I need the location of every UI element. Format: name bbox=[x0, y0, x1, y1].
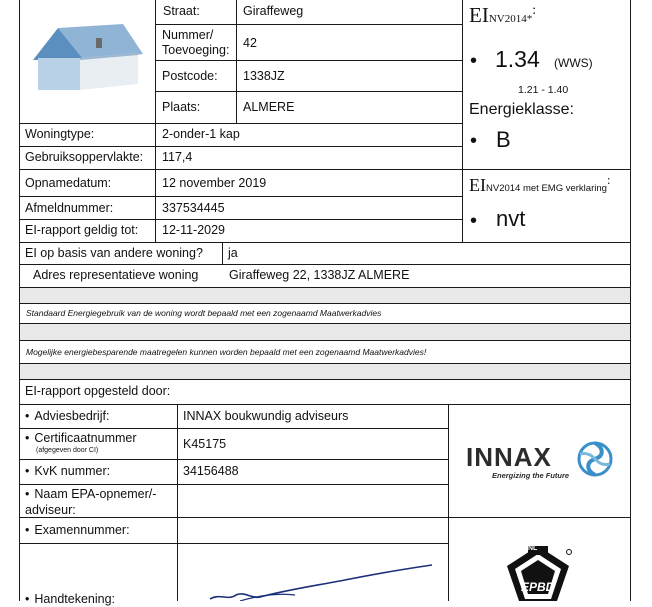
energy-index-heading: EINV2014*: bbox=[469, 3, 537, 27]
innax-swirl-icon bbox=[574, 440, 616, 478]
standard-usage-note: Standaard Energiegebruik van de woning wordt bepaald met een zogenaamd Maatwerkadvies bbox=[26, 308, 382, 318]
rep-address-label: Adres representatieve woning bbox=[33, 268, 199, 282]
street-value: Giraffeweg bbox=[243, 4, 304, 18]
ei-unit: (WWS) bbox=[554, 56, 593, 70]
ei-value: 1.34 bbox=[495, 46, 540, 72]
afmeldnummer-value: 337534445 bbox=[162, 201, 225, 215]
certificate-value: K45175 bbox=[183, 437, 227, 451]
measures-note: Mogelijke energiebesparende maatregelen kunnen worden bepaald met een zogenaamd Maatwerkadvies! bbox=[26, 347, 427, 357]
emg-value: nvt bbox=[496, 206, 526, 231]
city-label: Plaats: bbox=[162, 100, 201, 114]
signature-drawing bbox=[200, 555, 440, 601]
report-heading: EI-rapport opgesteld door: bbox=[25, 384, 171, 398]
class-bullet: • bbox=[470, 130, 478, 152]
epbd-text: EPBD bbox=[521, 580, 555, 594]
energy-class-value: B bbox=[496, 127, 511, 152]
opnamedatum-label: Opnamedatum: bbox=[25, 176, 112, 190]
ei-range: 1.21 - 1.40 bbox=[518, 84, 569, 96]
afmeldnummer-label: Afmeldnummer: bbox=[25, 201, 114, 215]
other-house-value: ja bbox=[228, 246, 238, 260]
emg-heading: EINV2014 met EMG verklaring: bbox=[469, 172, 611, 195]
kvk-value: 34156488 bbox=[183, 464, 239, 478]
innax-logo bbox=[466, 440, 626, 490]
woningtype-label: Woningtype: bbox=[25, 127, 95, 141]
valid-until-value: 12-11-2029 bbox=[162, 223, 226, 237]
area-label: Gebruiksoppervlakte: bbox=[25, 150, 144, 164]
woningtype-value: 2-onder-1 kap bbox=[162, 127, 240, 141]
ei-bullet: • bbox=[470, 50, 478, 72]
emg-bullet: • bbox=[470, 210, 478, 232]
company-value: INNAX boukwundig adviseurs bbox=[183, 409, 349, 423]
certificate-label: • Certificaatnummer bbox=[25, 431, 137, 446]
innax-wordmark: INNAX bbox=[466, 442, 552, 472]
street-label: Straat: bbox=[163, 4, 200, 18]
epa-name-label: • Naam EPA-opnemer/- adviseur: bbox=[25, 486, 175, 518]
valid-until-label: EI-rapport geldig tot: bbox=[25, 223, 139, 237]
number-label: Nummer/ Toevoeging: bbox=[162, 28, 230, 57]
signature-label: • Handtekening: bbox=[25, 592, 115, 607]
exam-number-label: • Examennummer: bbox=[25, 523, 130, 538]
energy-class-label: Energieklasse: bbox=[469, 101, 574, 118]
rep-address-value: Giraffeweg 22, 1338JZ ALMERE bbox=[229, 268, 410, 282]
opnamedatum-value: 12 november 2019 bbox=[162, 176, 267, 190]
innax-tagline: Energizing the Future bbox=[492, 471, 570, 480]
epbd-nl-text: NL bbox=[528, 545, 538, 552]
area-value: 117,4 bbox=[162, 150, 193, 164]
company-label: • Adviesbedrijf: bbox=[25, 409, 109, 424]
certificate-sublabel: (afgegeven door CI) bbox=[36, 447, 99, 454]
postcode-label: Postcode: bbox=[162, 69, 218, 83]
postcode-value: 1338JZ bbox=[243, 69, 285, 83]
kvk-label: • KvK nummer: bbox=[25, 464, 110, 479]
number-value: 42 bbox=[243, 36, 257, 50]
house-icon bbox=[28, 18, 146, 98]
other-house-label: EI op basis van andere woning? bbox=[25, 246, 203, 260]
city-value: ALMERE bbox=[243, 100, 295, 114]
